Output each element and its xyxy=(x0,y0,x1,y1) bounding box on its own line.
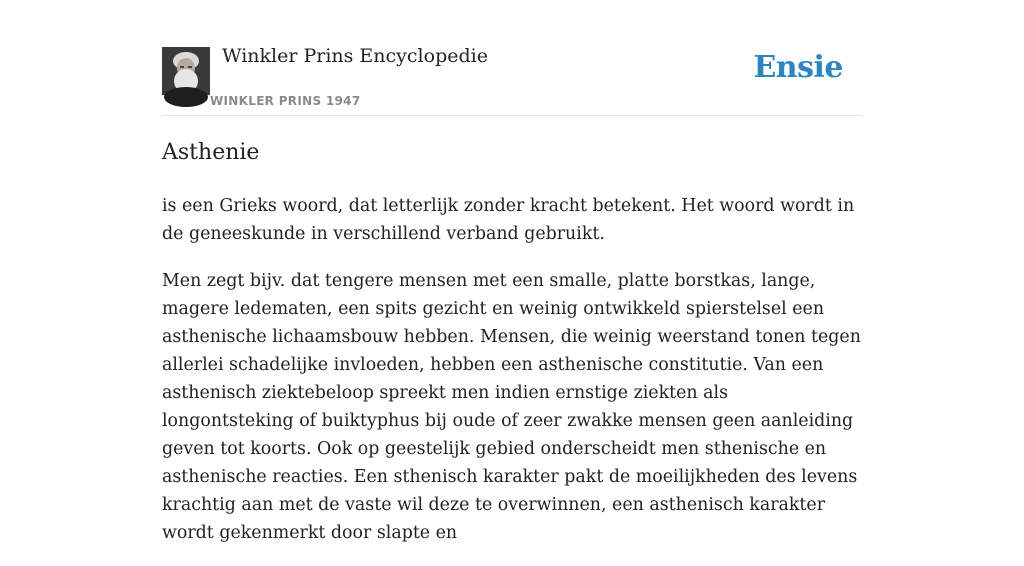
edition-label: WINKLER PRINS 1947 xyxy=(210,94,361,108)
article-container xyxy=(162,0,862,543)
source-header xyxy=(162,0,862,116)
author-avatar[interactable] xyxy=(162,47,210,95)
article-title: Asthenie xyxy=(162,140,260,165)
article-paragraph: is een Grieks woord, dat letterlijk zonder kracht betekent. Het woord wordt in de geneeskunde in verschillend verband gebruikt. xyxy=(162,196,855,244)
ensie-logo-link[interactable]: Ensie xyxy=(753,50,843,85)
portrait-image xyxy=(162,47,210,95)
article-paragraph: Men zegt bijv. dat tengere mensen met een smalle, platte borstkas, lange, magere ledematen, een spits gezicht en weinig ontwikkeld spierstelsel een asthenische lichaamsbouw hebben. Mensen, die weinig weerstand tonen tegen allerlei schadelijke invloeden, hebben een asthenische constitutie. Van een asthenisch ziektebeloop spreekt men indien ernstige ziekten als longontsteking of buiktyphus bij oude of zeer zwakke mensen geen aanleiding geven tot koorts. Ook op geestelijk gebied onderscheidt men sthenische en asthenische reacties. Een sthenisch karakter pakt de moeilijkheden des levens krachtig aan met de vaste wil deze te overwinnen, een asthenisch karakter wordt gekenmerkt door slapte en xyxy=(162,271,861,543)
article-body xyxy=(162,192,862,566)
source-title-link[interactable]: Winkler Prins Encyclopedie xyxy=(222,45,488,67)
